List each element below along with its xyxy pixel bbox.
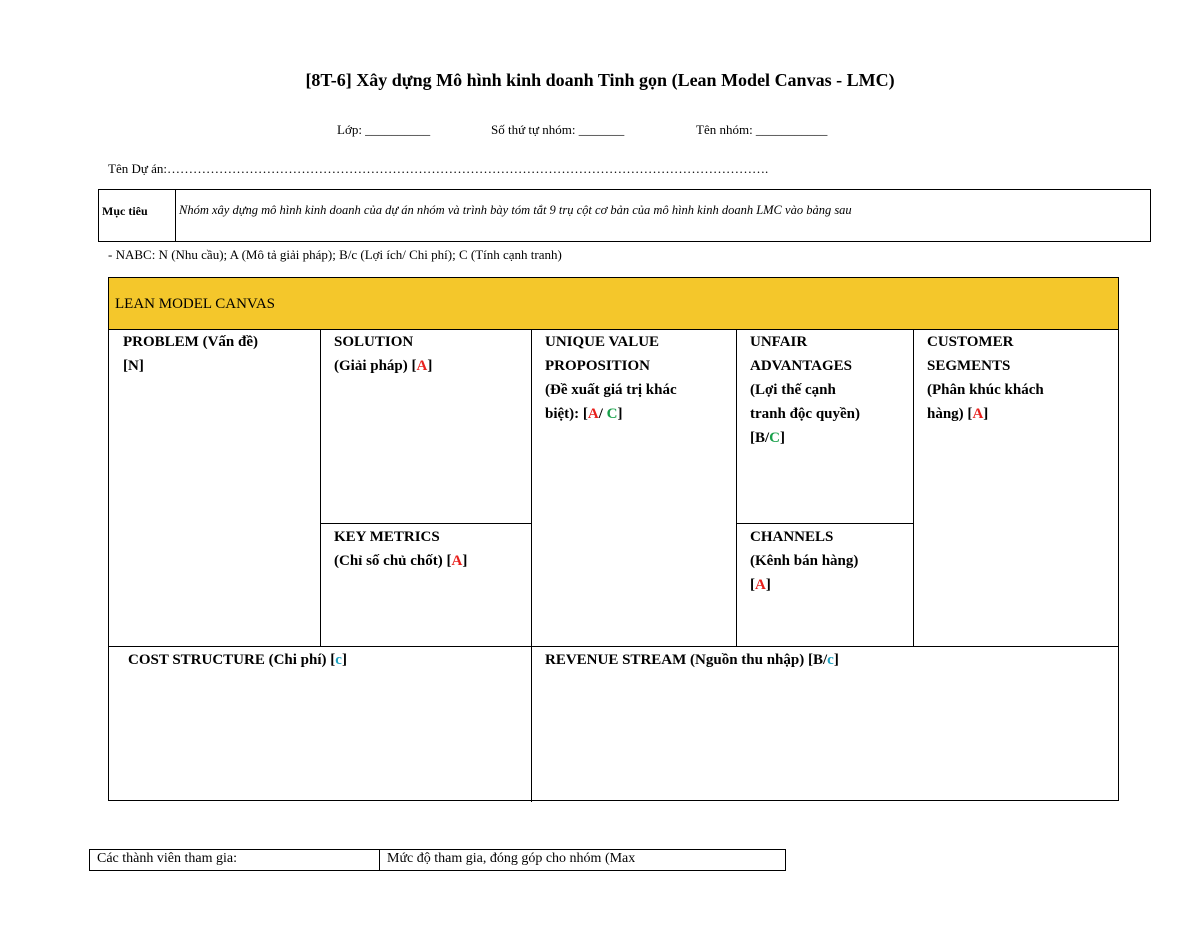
cost-structure-cell[interactable] [128, 648, 347, 672]
channels-title: CHANNELS [750, 529, 834, 545]
customer-title-2: SEGMENTS [927, 358, 1011, 374]
canvas-header: LEAN MODEL CANVAS [109, 278, 1118, 330]
page-title: [8T-6] Xây dựng Mô hình kinh doanh Tinh gọn (Lean Model Canvas - LMC) [305, 70, 895, 90]
unfair-subtitle-2: tranh độc quyền) [750, 406, 861, 422]
members-table-header [89, 849, 786, 871]
divider [320, 523, 531, 524]
objective-label: Mục tiêu [99, 190, 176, 241]
uvp-title-1: UNIQUE VALUE [545, 334, 660, 350]
contribution-column-header: Mức độ tham gia, đóng góp cho nhóm (Max [387, 851, 636, 866]
revenue-stream-title: REVENUE STREAM (Nguồn thu nhập) [B/c] [545, 652, 839, 668]
divider [736, 523, 913, 524]
customer-subtitle-1: (Phân khúc khách [927, 382, 1044, 398]
uvp-cell[interactable] [545, 330, 677, 426]
objective-text: Nhóm xây dựng mô hình kinh doanh của dự án nhóm và trình bày tóm tắt 9 trụ cột cơ bản của mô hình kinh doanh LMC vào bảng sau [179, 203, 852, 217]
customer-title-1: CUSTOMER [927, 334, 1014, 350]
group-number-field[interactable]: Số thứ tự nhóm: _______ [491, 122, 625, 137]
key-metrics-subtitle: (Chỉ số chủ chốt) [A] [334, 553, 468, 569]
key-metrics-title: KEY METRICS [334, 529, 440, 545]
solution-cell[interactable] [334, 330, 432, 378]
unfair-title-1: UNFAIR [750, 334, 808, 350]
members-column-header: Các thành viên tham gia: [90, 850, 380, 870]
nabc-note: - NABC: N (Nhu cầu); A (Mô tả giải pháp); B/c (Lợi ích/ Chi phí); C (Tính cạnh tranh) [108, 247, 562, 262]
problem-cell[interactable] [123, 330, 258, 378]
class-field[interactable]: Lớp: __________ [337, 122, 431, 137]
divider [736, 330, 737, 646]
channels-cell[interactable] [750, 525, 858, 597]
unfair-tag: [B/C] [750, 430, 786, 446]
channels-subtitle: (Kênh bán hàng) [750, 553, 859, 569]
revenue-stream-cell[interactable] [545, 648, 839, 672]
uvp-subtitle-1: (Đề xuất giá trị khác [545, 382, 677, 398]
problem-tag: [N] [123, 358, 144, 374]
divider [531, 330, 532, 802]
cost-structure-title: COST STRUCTURE (Chi phí) [c] [128, 652, 347, 668]
unfair-advantage-cell[interactable] [750, 330, 860, 450]
key-metrics-cell[interactable] [334, 525, 467, 573]
channels-tag: [A] [750, 577, 771, 593]
project-name-field[interactable]: Tên Dự án:…………………………………………………………………………………………………………………………. [108, 161, 769, 176]
customer-subtitle-2: hàng) [A] [927, 406, 989, 422]
solution-subtitle: (Giải pháp) [A] [334, 358, 433, 374]
uvp-subtitle-2: biệt): [A/ C] [545, 406, 623, 422]
lean-canvas [108, 277, 1119, 801]
unfair-title-2: ADVANTAGES [750, 358, 852, 374]
group-name-field[interactable]: Tên nhóm: ___________ [696, 122, 828, 137]
divider [913, 330, 914, 646]
uvp-title-2: PROPOSITION [545, 358, 651, 374]
divider [109, 646, 1118, 647]
solution-title: SOLUTION [334, 334, 414, 350]
customer-segments-cell[interactable] [927, 330, 1044, 426]
divider [320, 330, 321, 646]
unfair-subtitle-1: (Lợi thế cạnh [750, 382, 836, 398]
objective-box [98, 189, 1151, 242]
problem-title: PROBLEM (Vấn đề) [123, 334, 258, 350]
